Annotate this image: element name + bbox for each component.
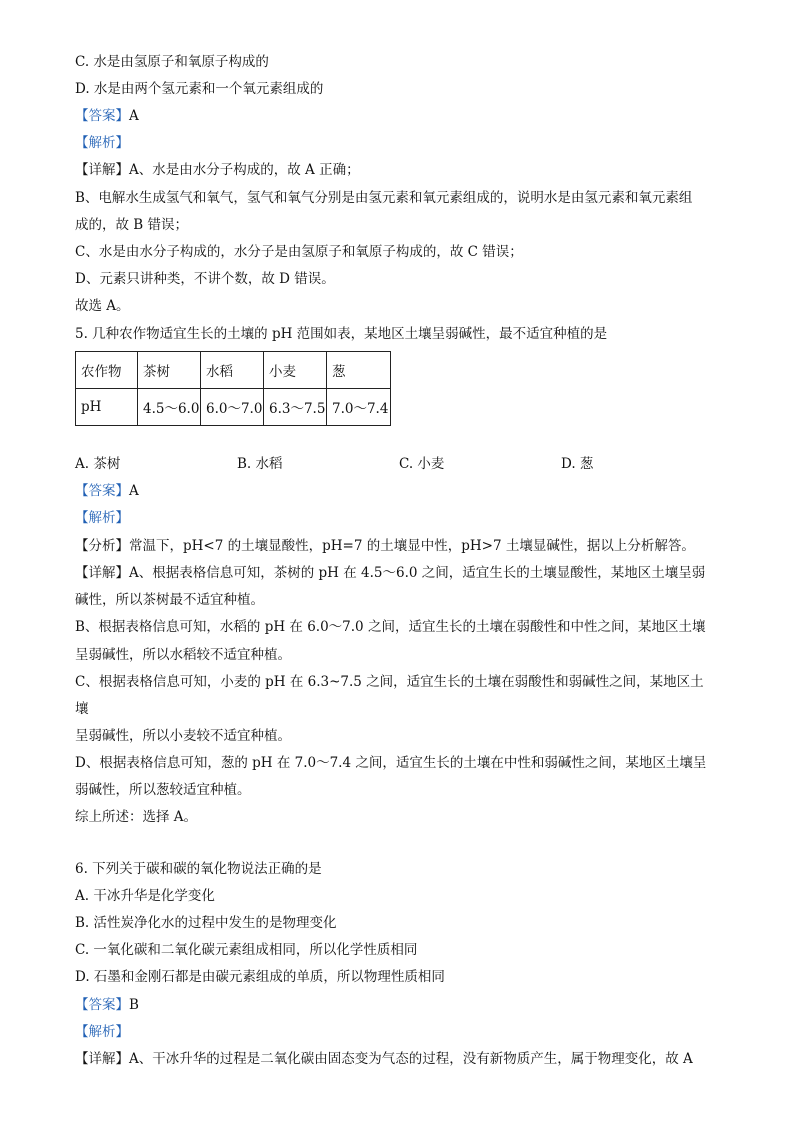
detail-text: A、干冰升华的过程是二氧化碳由固态变为气态的过程，没有新物质产生，属于物理变化，故 A xyxy=(129,1051,693,1067)
q5-detail-c2: 壤 xyxy=(75,701,89,717)
q5-option-a: A. 茶树 xyxy=(75,456,121,472)
q4-detail-2a: B、电解水生成氢气和氧气，氢气和氧气分别是由氢元素和氧元素组成的，说明水是由氢元素和氧元素组 xyxy=(75,190,693,206)
q5-detail-c3: 呈弱碱性，所以小麦较不适宜种植。 xyxy=(75,728,291,744)
q5-stem: 5. 几种农作物适宜生长的土壤的 pH 范围如表，某地区土壤呈弱碱性，最不适宜种植的是 xyxy=(75,326,608,342)
q4-detail-1 xyxy=(75,160,360,180)
q4-detail-4: D、元素只讲种类，不讲个数，故 D 错误。 xyxy=(75,271,335,287)
answer-value: B xyxy=(129,997,139,1013)
q5-answer xyxy=(75,481,139,501)
q4-analysis-tag: 【解析】 xyxy=(75,135,129,151)
detail-text: A、水是由水分子构成的，故 A 正确； xyxy=(129,162,360,178)
q5-option-b: B. 水稻 xyxy=(237,456,283,472)
answer-value: A xyxy=(129,108,139,124)
table-cell: 水稻 xyxy=(201,352,264,389)
q5-fenxi xyxy=(75,536,695,556)
q5-detail-b2: 呈弱碱性，所以水稻较不适宜种植。 xyxy=(75,647,291,663)
q4-option-c: C. 水是由氢原子和氧原子构成的 xyxy=(75,54,269,70)
answer-tag: 【答案】 xyxy=(75,108,129,124)
table-row xyxy=(76,389,391,426)
q5-detail-d1: D、根据表格信息可知，葱的 pH 在 7.0～7.4 之间，适宜生长的土壤在中性和弱碱性之间，某地区土壤呈 xyxy=(75,755,707,771)
table-cell: 4.5～6.0 xyxy=(138,389,201,426)
fenxi-text: 常温下，pH<7 的土壤显酸性，pH=7 的土壤显中性，pH>7 土壤显碱性，据以上分析解答。 xyxy=(129,538,695,554)
detail-text: A、根据表格信息可知，茶树的 pH 在 4.5～6.0 之间，适宜生长的土壤显酸性，某地区土壤呈弱 xyxy=(129,565,706,581)
q4-detail-2b: 成的，故 B 错误； xyxy=(75,217,189,233)
q5-detail-c1: C、根据表格信息可知，小麦的 pH 在 6.3~7.5 之间，适宜生长的土壤在弱酸性和弱碱性之间，某地区土 xyxy=(75,674,704,690)
q5-detail-a1 xyxy=(75,563,705,583)
table-cell: 葱 xyxy=(327,352,391,389)
detail-tag: 【详解】 xyxy=(75,565,129,581)
q5-detail-d2: 弱碱性，所以葱较适宜种植。 xyxy=(75,782,251,798)
q5-option-d: D. 葱 xyxy=(561,456,594,472)
q5-detail-a2: 碱性，所以茶树最不适宜种植。 xyxy=(75,592,264,608)
q6-analysis-tag: 【解析】 xyxy=(75,1024,129,1040)
q4-detail-3: C、水是由水分子构成的，水分子是由氢原子和氧原子构成的，故 C 错误； xyxy=(75,244,523,260)
q4-option-d: D. 水是由两个氢元素和一个氧元素组成的 xyxy=(75,81,324,97)
ph-table xyxy=(75,351,391,426)
q6-option-b: B. 活性炭净化水的过程中发生的是物理变化 xyxy=(75,915,337,931)
table-row xyxy=(76,352,391,389)
table-cell: pH xyxy=(76,389,138,426)
q4-conclusion: 故选 A。 xyxy=(75,298,130,314)
answer-tag: 【答案】 xyxy=(75,997,129,1013)
q5-detail-b1: B、根据表格信息可知，水稻的 pH 在 6.0～7.0 之间，适宜生长的土壤在弱酸性和中性之间，某地区土壤 xyxy=(75,619,706,635)
table-cell: 茶树 xyxy=(138,352,201,389)
q5-analysis-tag: 【解析】 xyxy=(75,510,129,526)
table-cell: 农作物 xyxy=(76,352,138,389)
q6-stem: 6. 下列关于碳和碳的氧化物说法正确的是 xyxy=(75,861,322,877)
q6-option-c: C. 一氧化碳和二氧化碳元素组成相同，所以化学性质相同 xyxy=(75,942,418,958)
detail-tag: 【详解】 xyxy=(75,162,129,178)
q4-answer xyxy=(75,106,139,126)
table-cell: 小麦 xyxy=(264,352,327,389)
table-cell: 6.3～7.5 xyxy=(264,389,327,426)
answer-value: A xyxy=(129,483,139,499)
q5-option-c: C. 小麦 xyxy=(399,456,445,472)
fenxi-tag: 【分析】 xyxy=(75,538,129,554)
q6-option-d: D. 石墨和金刚石都是由碳元素组成的单质，所以物理性质相同 xyxy=(75,969,445,985)
q6-detail-1 xyxy=(75,1049,693,1069)
q6-option-a: A. 干冰升华是化学变化 xyxy=(75,888,215,904)
q5-summary: 综上所述：选择 A。 xyxy=(75,809,198,825)
table-cell: 7.0～7.4 xyxy=(327,389,391,426)
answer-tag: 【答案】 xyxy=(75,483,129,499)
q6-answer xyxy=(75,995,139,1015)
detail-tag: 【详解】 xyxy=(75,1051,129,1067)
table-cell: 6.0～7.0 xyxy=(201,389,264,426)
